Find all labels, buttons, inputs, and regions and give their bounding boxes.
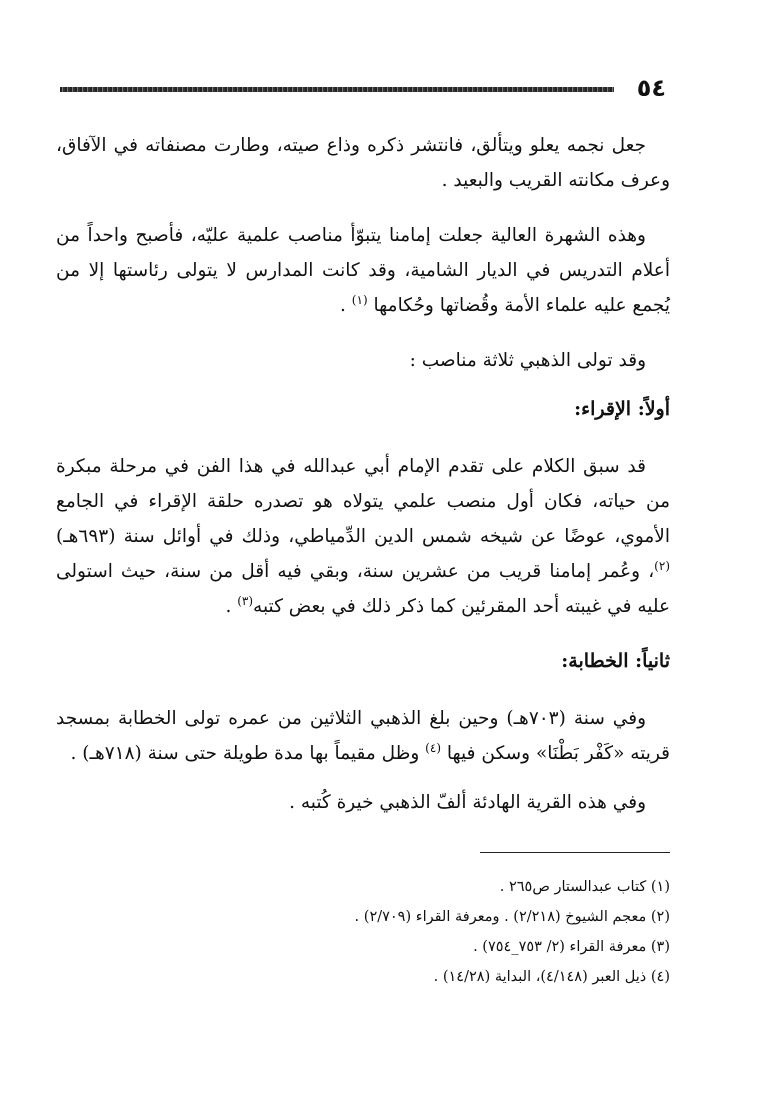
paragraph-three-positions: وقد تولى الذهبي ثلاثة مناصب : bbox=[409, 350, 646, 371]
footnote-ref-1[interactable]: (١) bbox=[351, 292, 368, 307]
paragraph-fame: جعل نجمه يعلو ويتألق، فانتشر ذكره وذاع صيته، وطارت مصنفاته في الآفاق، وعرف مكانته القريب والبعيد . bbox=[56, 135, 670, 191]
paragraph-khitaba-part1: وفي سنة (٧٠٣هـ) وحين بلغ الذهبي الثلاثين من عمره تولى الخطابة بمسجد قريته «كَفْر بَطْنَا» وسكن فيها bbox=[56, 708, 670, 764]
page-number: ٥٤ bbox=[636, 74, 666, 102]
paragraph-khitaba-part2: وظل مقيماً بها مدة طويلة حتى سنة (٧١٨هـ) . bbox=[70, 743, 426, 764]
heading-iqra: أولاً: الإقراء: bbox=[574, 398, 670, 420]
footnote-4: (٤) ذيل العبر (٤/١٤٨)، البداية (١٤/٢٨) . bbox=[433, 969, 670, 985]
paragraph-iqra-part2: ، وعُمر إمامنا قريب من عشرين سنة، وبقي فيه أقل من سنة، حيث استولى عليه في غيبته أحد المقرئين كما ذكر ذلك في بعض كتبه bbox=[56, 561, 670, 617]
footnote-separator bbox=[480, 852, 670, 853]
paragraph-positions bbox=[56, 218, 670, 323]
paragraph-iqra-part3: . bbox=[225, 596, 238, 617]
footnote-ref-3[interactable]: (٣) bbox=[237, 593, 254, 608]
paragraph-khitaba bbox=[56, 701, 670, 771]
footnote-3: (٣) معرفة القراء (٢/ ٧٥٣_٧٥٤) . bbox=[473, 939, 670, 955]
paragraph-iqra bbox=[56, 449, 670, 624]
footnote-2: (٢) معجم الشيوخ (٢/٢١٨) . ومعرفة القراء (٢/٧٠٩) . bbox=[354, 909, 670, 925]
footnote-ref-4[interactable]: (٤) bbox=[425, 740, 441, 755]
paragraph-positions-text: وهذه الشهرة العالية جعلت إمامنا يتبوّأ مناصب علمية عليّه، فأصبح واحداً من أعلام التدريس في الديار الشامية، وقد كانت المدارس لا يتولى رئاستها إلا من يُجمع عليه علماء الأمة وقُضاتها وحُكامها bbox=[56, 225, 670, 316]
footnotes-list bbox=[110, 872, 670, 992]
header-decorative-rule bbox=[60, 87, 614, 92]
main-text bbox=[56, 128, 670, 840]
footnote-1: (١) كتاب عبدالستار ص٢٦٥ . bbox=[499, 879, 670, 895]
footnote-ref-2[interactable]: (٢) bbox=[654, 558, 670, 573]
paragraph-positions-end: . bbox=[340, 295, 352, 316]
heading-khitaba: ثانياً: الخطابة: bbox=[561, 650, 670, 672]
paragraph-village: وفي هذه القرية الهادئة ألفّ الذهبي خيرة كُتبه . bbox=[289, 792, 646, 813]
paragraph-iqra-part1: قد سبق الكلام على تقدم الإمام أبي عبدالله في هذا الفن في مرحلة مبكرة من حياته، فكان أول منصب علمي يتولاه هو تصدره حلقة الإقراء في الجامع الأموي، عوضًا عن شيخه شمس الدين الدِّمياطي، وذلك في أوائل سنة (٦٩٣هـ) bbox=[56, 456, 670, 547]
page-header bbox=[60, 74, 666, 102]
